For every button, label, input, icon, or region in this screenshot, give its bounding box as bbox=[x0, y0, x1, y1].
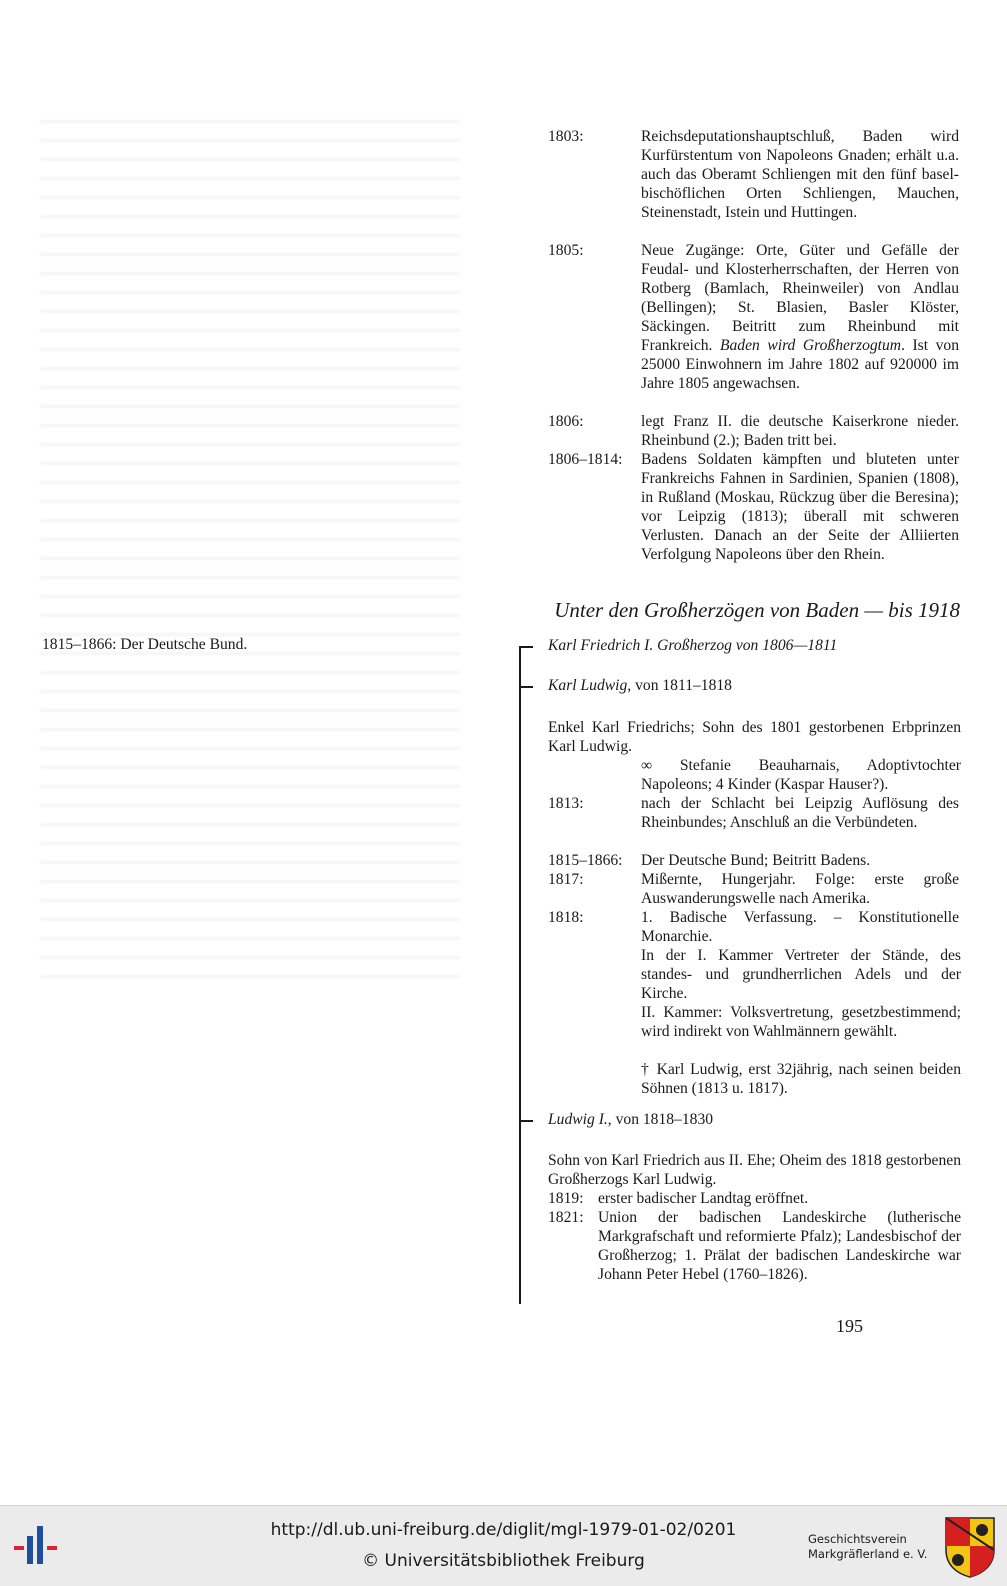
lineage-tick bbox=[519, 646, 533, 648]
document-page: 1803: Reichsdeputationshauptschluß, Baden wird Kurfürstentum von Napoleons Gnaden; erhält u.a. auch das Oberamt Schliengen mit den fünf basel-bischöflichen Orten Schliengen, Mauchen, Steinenstadt, Istein und Huttingen. 1805: Neue Zugänge: Orte, Güter und Gefälle der Feudal- und Klosterherrschaften, der Herren von Rotberg (Bamlach, Rheinweiler) von Andlau (Bellingen); St. Blasien, Basler Klöster, Säckingen. Beitritt zum Rheinbund mit Frankreich. Baden wird Großherzogtum. Ist von 25000 Einwohnern im Jahre 1802 auf 920000 im Jahre 1805 angewachsen. 1806: legt Franz II. die deutsche Kaiserkrone nieder. Rheinbund (2.); Baden tritt bei. 1806–1814: Badens Soldaten kämpften und bluteten unter Frankreichs Fahnen in Sardinien, Spanien (1808), in Rußland (Moskau, Rückzug über die Beresina); vor Leipzig (1813); überall mit schweren Verlusten. Danach an der Seite der Alliierten Verfolgung Napoleons über den Rhein. Unter den Großherzögen von Baden — bis 1918 1815–1866: Der Deutsche Bund. Karl Friedrich I. Großherzog von 1806—1811 Karl Ludwig, von 1811–1818 Enkel Karl Friedrichs; Sohn des 1801 gestorbenen Erbprinzen Karl Ludwig. ∞ Stefanie Beauharnais, Adoptivtochter Napoleons; 4 Kinder (Kaspar Hauser?). 1813: nach der Schlacht bei Leipzig Auflösung des Rheinbundes; Anschluß an die Verbündeten. 1815–1866: Der Deutsche Bund; Beitritt Badens. 1817: Mißernte, Hungerjahr. Folge: erste große Auswanderungswelle nach Amerika. 1818: 1. Badische Verfassung. – Konstitutionelle Monarchie. In der I. Kammer Vertreter der Stände, des standes- und grundherrlichen Adels und der Kirche. II. Kammer: Volksvertretung, gesetzbestimmend; wird indirekt von Wahlmännern gewählt. † Karl Ludwig, erst 32jährig, nach seinen beiden Söhnen (1813 u. 1817). Ludwig I., von 1818–1830 Sohn von Karl Friedrich aus II. Ehe; Oheim des 1818 gestorbenen Großherzogs Karl Ludwig. 1819: erster badischer Landtag eröffnet. 1821: Union der badischen Landeskirche (lutherische Markgrafschaft und reformierte Pfalz); Landesbischof der Großherzog; 1. Prälat der badischen Landeskirche war Johann Peter Hebel (1760–1826). 195 bbox=[0, 0, 1007, 1505]
entry-text: legt Franz II. die deutsche Kaiserkrone nieder. Rheinbund (2.); Baden tritt bei. bbox=[641, 413, 959, 449]
karl-ludwig-marriage: ∞ Stefanie Beauharnais, Adoptivtochter Napoleons; 4 Kinder (Kaspar Hauser?). bbox=[641, 757, 961, 793]
entry-year: 1806: bbox=[548, 413, 584, 430]
entry-text: Badens Soldaten kämpften und bluteten unter Frankreichs Fahnen in Sardinien, Spanien (1808), in Rußland (Moskau, Rückzug über die Beresina); vor Leipzig (1813); überall mit schweren Verlusten. Danach an der Seite der Alliierten Verfolgung Napoleons über den Rhein. bbox=[641, 451, 959, 563]
lineage-line bbox=[519, 646, 521, 1304]
entry-year: 1805: bbox=[548, 242, 584, 259]
karl-ludwig-note: II. Kammer: Volksvertretung, gesetzbestimmend; wird indirekt von Wahlmännern gewählt. bbox=[641, 1004, 961, 1040]
section-heading: Unter den Großherzögen von Baden — bis 1918 bbox=[554, 598, 960, 622]
ludwig-intro: Sohn von Karl Friedrich aus II. Ehe; Oheim des 1818 gestorbenen Großherzogs Karl Ludwig. bbox=[548, 1152, 961, 1188]
karl-ludwig-note: † Karl Ludwig, erst 32jährig, nach seinen beiden Söhnen (1813 u. 1817). bbox=[641, 1061, 961, 1097]
karl-ludwig-note: In der I. Kammer Vertreter der Stände, des standes- und grundherrlichen Adels und der Kirche. bbox=[641, 947, 961, 1002]
entry-text: Neue Zugänge: Orte, Güter und Gefälle der Feudal- und Klosterherrschaften, der Herren von Rotberg (Bamlach, Rheinweiler) von Andlau (Bellingen); St. Blasien, Basler Klöster, Säckingen. Beitritt zum Rheinbund mit Frankreich. Baden wird Großherzogtum. Ist von 25000 Einwohnern im Jahre 1802 auf 920000 im Jahre 1805 angewachsen. bbox=[641, 242, 959, 392]
karl-ludwig-intro: Enkel Karl Friedrichs; Sohn des 1801 gestorbenen Erbprinzen Karl Ludwig. bbox=[548, 719, 961, 755]
footer-copyright: © Universitätsbibliothek Freiburg bbox=[362, 1551, 645, 1571]
society-name: Geschichtsverein Markgräflerland e. V. bbox=[808, 1532, 928, 1561]
footer-bar bbox=[0, 1505, 1007, 1586]
ruler-karl-friedrich: Karl Friedrich I. Großherzog von 1806—1811 bbox=[548, 637, 838, 654]
bleed-through-shadow bbox=[40, 120, 460, 980]
margin-entry: 1815–1866: Der Deutsche Bund. bbox=[42, 636, 248, 653]
coat-of-arms-icon bbox=[944, 1516, 996, 1578]
lineage-tick bbox=[519, 1120, 533, 1122]
lineage-tick bbox=[519, 686, 533, 688]
entry-text: Reichsdeputationshauptschluß, Baden wird Kurfürstentum von Napoleons Gnaden; erhält u.a. auch das Oberamt Schliengen mit den fünf basel-bischöflichen Orten Schliengen, Mauchen, Steinenstadt, Istein und Huttingen. bbox=[641, 128, 959, 221]
entry-year: 1803: bbox=[548, 128, 584, 145]
entry-year: 1806–1814: bbox=[548, 451, 623, 468]
ruler-karl-ludwig: Karl Ludwig, von 1811–1818 bbox=[548, 677, 732, 694]
ruler-ludwig: Ludwig I., von 1818–1830 bbox=[548, 1111, 714, 1128]
page-number: 195 bbox=[836, 1316, 863, 1336]
footer-url-link[interactable]: http://dl.ub.uni-freiburg.de/diglit/mgl-1979-01-02/0201 bbox=[270, 1520, 737, 1540]
